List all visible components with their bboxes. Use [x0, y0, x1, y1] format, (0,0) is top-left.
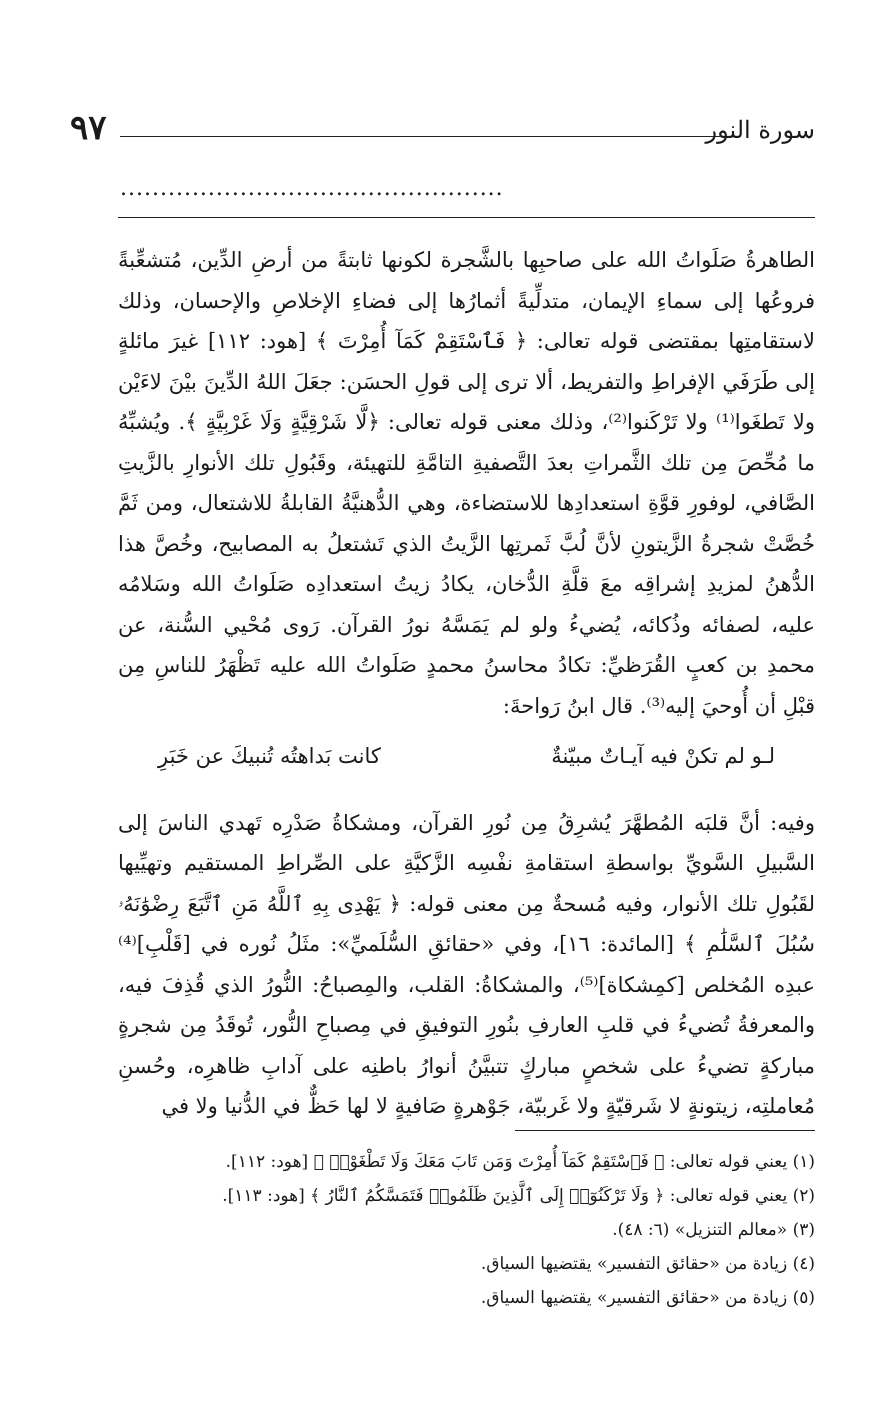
verse-first-hemistich: لـو لم تكنْ فيه آيـاتٌ مبيّنةٌ — [551, 744, 775, 768]
header-divider — [118, 217, 815, 218]
poetry-verse — [158, 736, 775, 777]
running-title: سورة النور — [705, 116, 815, 144]
verse-second-hemistich: كانت بَداهتُه تُنبيكَ عن خَبَرِ — [158, 744, 381, 768]
footnote-rule — [515, 1130, 815, 1131]
paragraph-2: وفيه: أنَّ قلبَه المُطهَّرَ يُشرِقُ مِن نُورِ القرآن، ومشكاةُ صَدْرِه تَهدي الناسَ إلى السَّبيلِ السَّويِّ بواسطةِ استقامةِ نفْسِه الزَّكيَّةِ على الصِّراطِ المستقيم وتهيِّيها لقَبُولِ تلك الأنوار، وفيه مُسحةٌ مِن معنى قوله: ﴿ يَهْدِى بِهِ ٱللَّهُ مَنِ ٱتَّبَعَ رِضْوَٰنَهُۥ سُبُلَ ٱلسَّلَٰمِ ﴾ [المائدة: ١٦]، وفي «حقائقِ السُّلَميِّ»: مثَلُ نُوره في [قَلْبِ]⁽⁴⁾ عبدِه المُخلص [كمِشكاة]⁽⁵⁾، والمشكاةُ: القلب، والمِصباحُ: النُّورُ الذي قُذِفَ فيه، والمعرفةُ تُضيءُ في قلبِ العارفِ بنُورِ التوفيقِ في مِصباحِ النُّور، تُوقَدُ مِن شجرةٍ مباركةٍ تضيءُ على شخصٍ مباركٍ تتبيَّنُ أنوارُ باطنِه على آدابِ ظاهرِه، وحُسنِ مُعاملتِه، زيتونةٍ لا شَرقيّةٍ ولا غَربيّة، جَوْهرةٍ صَافيةٍ لا لها حَظٌّ في الدُّنيا ولا في — [118, 810, 815, 1118]
footnote-1: (١) يعني قوله تعالى: ﴿ فَٱسْتَقِمْ كَمَآ أُمِرْتَ وَمَن تَابَ مَعَكَ وَلَا تَطْغَوْا۟ ﴾ [هود: ١١٢]. — [225, 1152, 815, 1172]
footnote-3: (٣) «معالم التنزيل» (٦: ٤٨). — [612, 1220, 815, 1240]
header-rule — [120, 136, 720, 137]
page-header — [70, 108, 815, 158]
footnote-4: (٤) زيادة من «حقائق التفسير» يقتضيها السياق. — [480, 1254, 815, 1274]
page-number: ٩٧ — [70, 108, 107, 148]
paragraph-1: الطاهرةُ صَلَواتُ الله على صاحبِها بالشَّجرة لكونها ثابتةً من أرضِ الدِّين، مُتشعِّبةً فروعُها إلى سماءِ الإيمان، متدلِّيةً أثمارُها إلى فضاءِ الإخلاصِ والإحسان، وذلك لاستقامتِها بمقتضى قوله تعالى: ﴿ فَٱسْتَقِمْ كَمَآ أُمِرْتَ ﴾ [هود: ١١٢] غيرَ مائلةٍ إلى طَرَفَي الإفراطِ والتفريط، ألا ترى إلى قولِ الحسَن: جعَلَ اللهُ الدِّينَ بيْنَ لاءَيْن ولا تَطغَوا⁽¹⁾ ولا تَرْكَنوا⁽²⁾، وذلك معنى قوله تعالى: ﴿لَّا شَرْقِيَّةٍ وَلَا غَرْبِيَّةٍ ﴾. ويُشبِّهُ ما مُحِّصَ مِن تلك الثَّمراتِ بعدَ التَّصفيةِ التامَّةِ للتهيئة، وقَبُولِ تلك الأنوارِ بالزَّيتِ الصَّافي، لوفورِ قوَّةِ استعدادِها للاستضاءة، وهي الدُّهنيَّةُ القابلةُ للاشتعال، ومن ثَمَّ خُصَّتْ شجرةُ الزَّيتونِ لأنَّ لُبَّ ثَمرتِها الزَّيتُ الذي تَشتعلُ به المصابيح، وخُصَّ هذا الدُّهنُ لمزيدِ إشراقِه معَ قلَّةِ الدُّخان، يكادُ زيتُ استعدادِه صَلَواتُ الله وسَلامُه عليه، لصفائه وذُكائه، يُضيءُ ولو لم يَمَسَّهُ نورُ القرآن. رَوى مُحْيي السُّنة، عن محمدِ بن كعبٍ القُرَظيِّ: تكادُ محاسنُ محمدٍ صَلَواتُ الله عليه تَظْهَرُ للناسِ مِن قبْلِ أن أُوحيَ إليه⁽³⁾. قال ابنُ رَواحةَ: — [118, 248, 815, 718]
footnotes — [118, 1145, 815, 1315]
dotted-separator: ................................................ — [120, 176, 504, 201]
footnote-5: (٥) زيادة من «حقائق التفسير» يقتضيها السياق. — [480, 1288, 815, 1308]
footnote-2: (٢) يعني قوله تعالى: ﴿ وَلَا تَرْكَنُوٓا۟ إِلَى ٱلَّذِينَ ظَلَمُوا۟ فَتَمَسَّكُمُ ٱلنَّارُ ﴾ [هود: ١١٣]. — [222, 1186, 815, 1206]
main-text — [118, 240, 815, 1127]
